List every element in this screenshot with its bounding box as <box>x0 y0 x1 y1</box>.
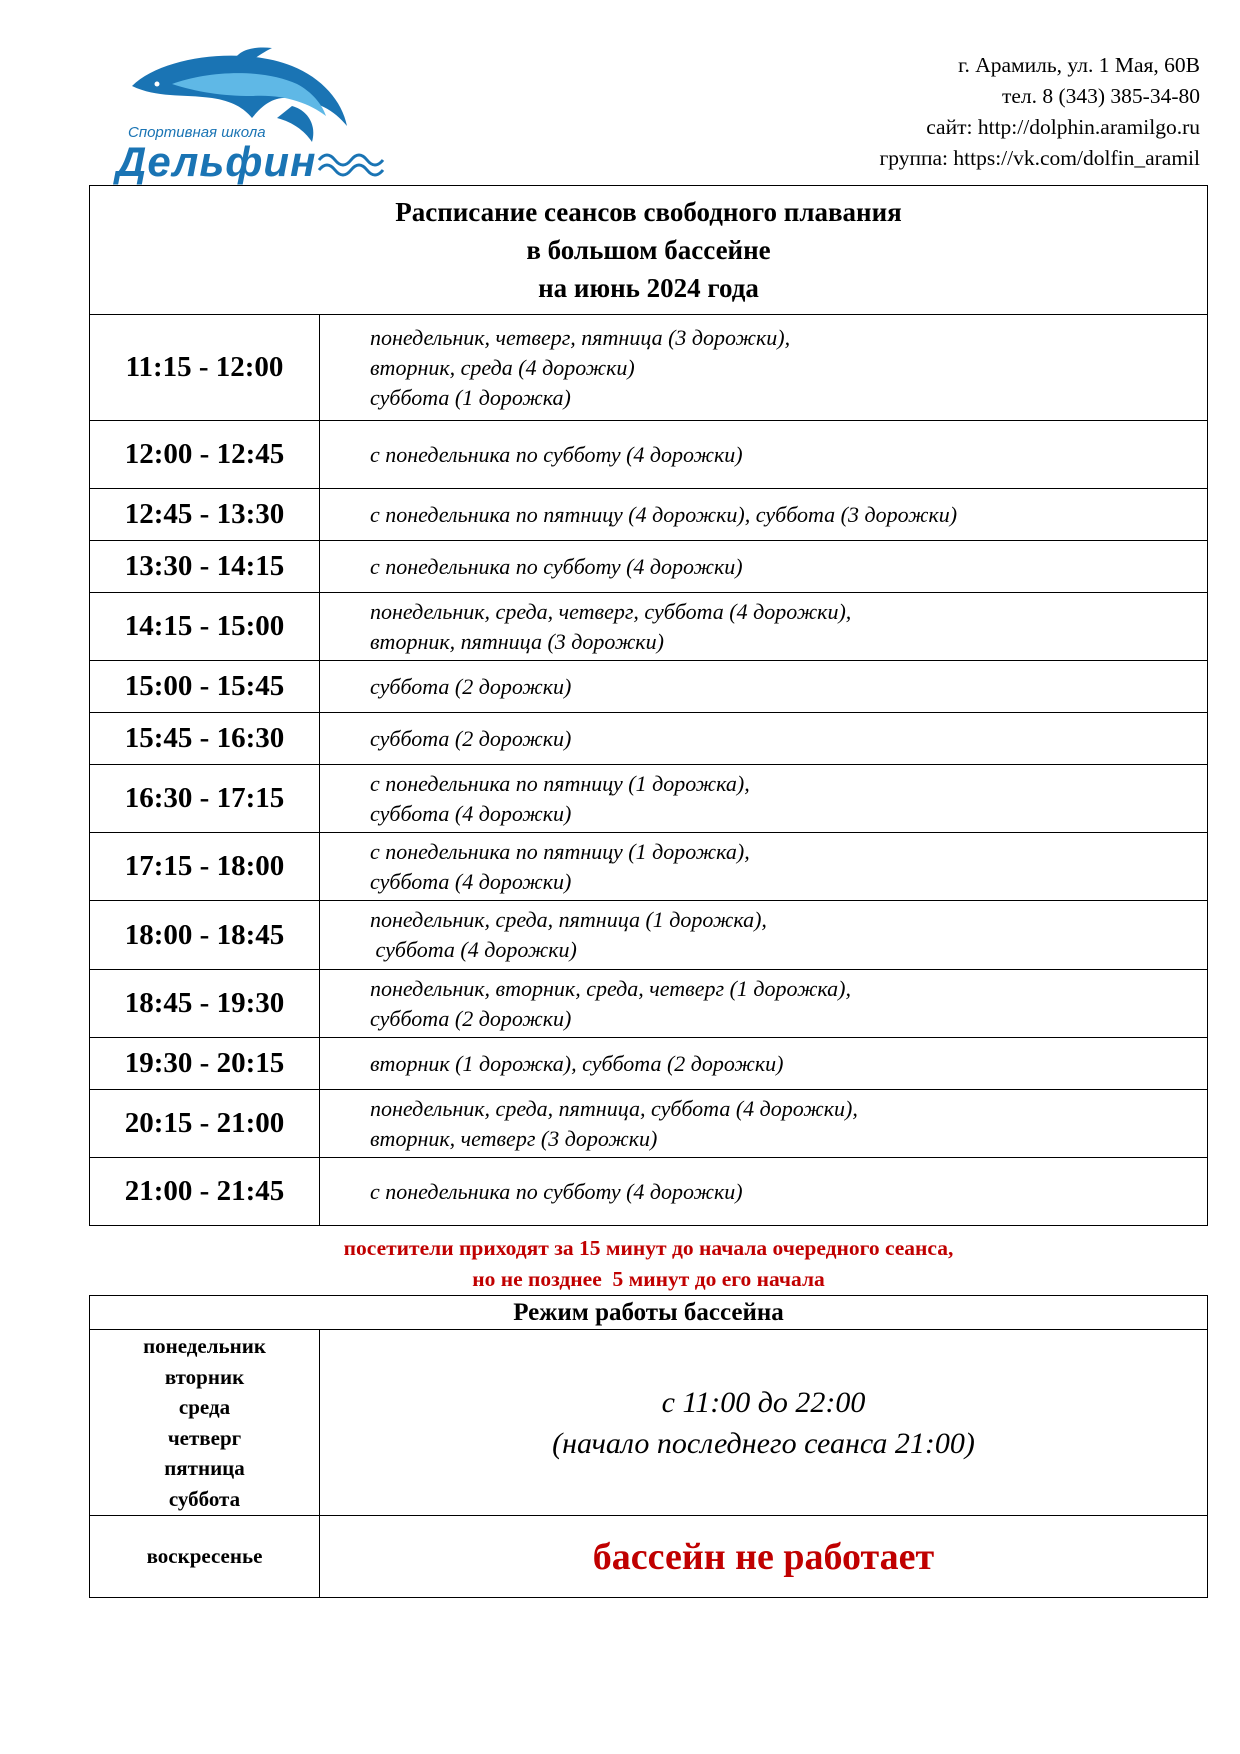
hours-title: Режим работы бассейна <box>90 1296 1208 1330</box>
days-line: вторник, четверг (3 дорожки) <box>370 1125 658 1151</box>
days-line: суббота (4 дорожки) <box>370 800 572 826</box>
notice-line-1: посетители приходят за 15 минут до начала очередного сеанса, <box>343 1236 954 1260</box>
school-logo <box>112 46 402 185</box>
session-days <box>320 1090 1208 1158</box>
days-line: понедельник, четверг, пятница (3 дорожки), <box>370 324 791 350</box>
schedule-title <box>90 186 1208 315</box>
sunday-row <box>90 1516 1208 1598</box>
weekday-hours <box>320 1330 1208 1516</box>
title-line-2: в большом бассейне <box>526 235 771 265</box>
days-line: с понедельника по субботу (4 дорожки) <box>370 441 743 467</box>
session-time: 12:00 - 12:45 <box>90 421 320 489</box>
days-line: суббота (4 дорожки) <box>370 868 572 894</box>
session-row <box>90 970 1208 1038</box>
days-line: понедельник, среда, пятница, суббота (4 дорожки), <box>370 1095 858 1121</box>
logo-name: Дельфин <box>116 138 317 185</box>
schedule-table <box>89 185 1208 1226</box>
session-row <box>90 713 1208 765</box>
days-line: суббота (4 дорожки) <box>370 937 577 962</box>
days-line: суббота (1 дорожка) <box>370 384 571 410</box>
weekday-note: (начало последнего сеанса 21:00) <box>552 1426 975 1460</box>
session-row <box>90 833 1208 901</box>
session-row <box>90 489 1208 541</box>
notice-line-2: но не позднее 5 минут до его начала <box>472 1267 825 1291</box>
sunday-label: воскресенье <box>90 1516 320 1598</box>
weekday-label: четверг <box>167 1425 242 1450</box>
session-days <box>320 901 1208 970</box>
session-row <box>90 901 1208 970</box>
days-line: суббота (2 дорожки) <box>370 725 572 751</box>
working-hours-table <box>89 1295 1208 1598</box>
session-days <box>320 1158 1208 1226</box>
weekday-label: пятница <box>164 1456 245 1480</box>
waves-icon <box>317 150 397 178</box>
session-time: 21:00 - 21:45 <box>90 1158 320 1226</box>
session-time: 14:15 - 15:00 <box>90 593 320 661</box>
session-days <box>320 970 1208 1038</box>
session-row <box>90 593 1208 661</box>
weekday-time: с 11:00 до 22:00 <box>661 1385 866 1419</box>
weekday-label: суббота <box>168 1486 241 1511</box>
session-time: 17:15 - 18:00 <box>90 833 320 901</box>
session-time: 19:30 - 20:15 <box>90 1038 320 1090</box>
session-days <box>320 713 1208 765</box>
days-line: с понедельника по субботу (4 дорожки) <box>370 1178 743 1204</box>
days-line: вторник (1 дорожка), суббота (2 дорожки) <box>370 1050 784 1076</box>
session-row <box>90 1090 1208 1158</box>
address-text: г. Арамиль, ул. 1 Мая, 60В <box>958 53 1200 77</box>
days-line: понедельник, среда, пятница (1 дорожка), <box>370 907 767 932</box>
days-line: суббота (2 дорожки) <box>370 673 572 699</box>
days-line: понедельник, вторник, среда, четверг (1 дорожка), <box>370 975 852 1001</box>
contacts-block <box>879 50 1200 174</box>
session-days <box>320 1038 1208 1090</box>
session-row <box>90 765 1208 833</box>
session-days <box>320 661 1208 713</box>
session-time: 13:30 - 14:15 <box>90 541 320 593</box>
title-line-3: на июнь 2024 года <box>538 273 759 303</box>
session-days <box>320 315 1208 421</box>
days-line: вторник, среда (4 дорожки) <box>370 354 635 380</box>
weekday-label: понедельник <box>143 1334 266 1358</box>
session-time: 18:00 - 18:45 <box>90 901 320 970</box>
days-line: с понедельника по субботу (4 дорожки) <box>370 553 743 579</box>
logo-subtitle: Спортивная школа <box>128 124 266 141</box>
sunday-status: бассейн не работает <box>320 1516 1208 1598</box>
days-line: с понедельника по пятницу (4 дорожки), суббота (3 дорожки) <box>370 501 958 527</box>
weekday-label: среда <box>178 1395 231 1419</box>
phone-text: тел. 8 (343) 385-34-80 <box>1001 84 1200 108</box>
hours-title-row <box>90 1296 1208 1330</box>
session-row <box>90 1158 1208 1226</box>
weekday-list <box>90 1330 320 1516</box>
group-link[interactable]: группа: https://vk.com/dolfin_aramil <box>879 146 1200 170</box>
site-link[interactable]: сайт: http://dolphin.aramilgo.ru <box>926 115 1200 139</box>
days-line: с понедельника по пятницу (1 дорожка), <box>370 770 750 796</box>
weekday-hours-row <box>90 1330 1208 1516</box>
days-line: вторник, пятница (3 дорожки) <box>370 628 664 654</box>
session-time: 15:00 - 15:45 <box>90 661 320 713</box>
session-time: 18:45 - 19:30 <box>90 970 320 1038</box>
session-days <box>320 765 1208 833</box>
session-days <box>320 421 1208 489</box>
session-days <box>320 593 1208 661</box>
session-time: 15:45 - 16:30 <box>90 713 320 765</box>
session-row <box>90 661 1208 713</box>
session-time: 12:45 - 13:30 <box>90 489 320 541</box>
session-row <box>90 315 1208 421</box>
session-row <box>90 421 1208 489</box>
arrival-notice <box>89 1233 1208 1295</box>
session-days <box>320 489 1208 541</box>
schedule-title-row <box>90 186 1208 315</box>
session-days <box>320 541 1208 593</box>
session-days <box>320 833 1208 901</box>
weekday-label: вторник <box>164 1364 245 1389</box>
days-line: суббота (2 дорожки) <box>370 1005 572 1031</box>
days-line: понедельник, среда, четверг, суббота (4 дорожки), <box>370 598 852 624</box>
session-time: 20:15 - 21:00 <box>90 1090 320 1158</box>
session-row <box>90 1038 1208 1090</box>
days-line: с понедельника по пятницу (1 дорожка), <box>370 838 750 864</box>
session-time: 16:30 - 17:15 <box>90 765 320 833</box>
title-line-1: Расписание сеансов свободного плавания <box>395 197 902 227</box>
session-time: 11:15 - 12:00 <box>90 315 320 421</box>
session-row <box>90 541 1208 593</box>
